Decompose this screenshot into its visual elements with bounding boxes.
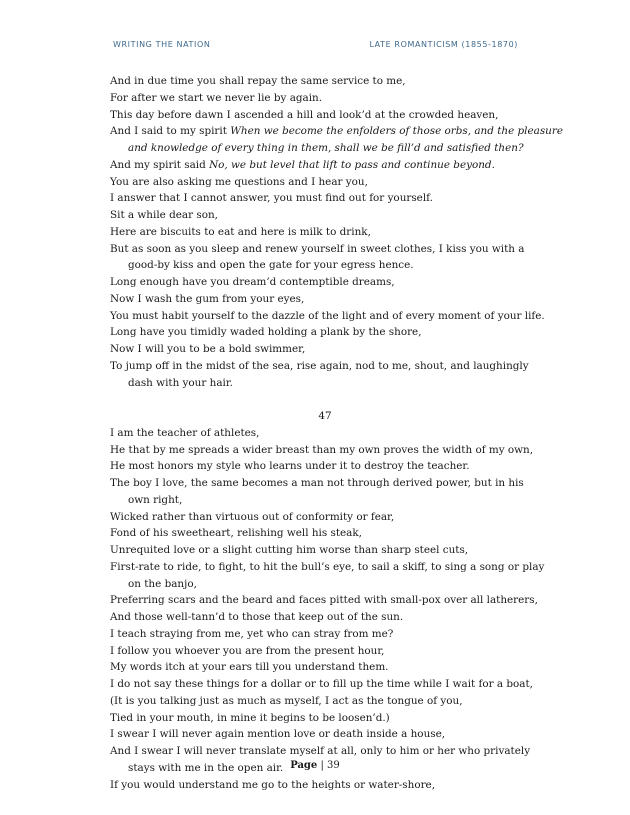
poem-line: Here are biscuits to eat and here is milk to drink, [110, 225, 371, 238]
poem-line-continuation: own right, [128, 493, 183, 506]
poem-line-continuation: on the banjo, [128, 577, 197, 590]
poem-line: You are also asking me questions and I hear you, [110, 175, 368, 188]
poem-line: (It is you talking just as much as myself, I act as the tongue of you, [110, 694, 463, 707]
poem-line: I do not say these things for a dollar or to fill up the time while I wait for a boat, [110, 678, 533, 690]
poem-line: Preferring scars and the beard and faces pitted with small-pox over all latherers, [110, 594, 538, 607]
page-number: 39 [327, 760, 340, 771]
poem-line: I teach straying from me, yet who can stray from me? [110, 627, 394, 640]
page-footer [0, 760, 630, 771]
poem-line-continuation: good-by kiss and open the gate for your egress hence. [128, 259, 414, 272]
header-left: WRITING THE NATION [113, 40, 211, 49]
poem-line-continuation: dash with your hair. [128, 376, 233, 389]
poem-line: Unrequited love or a slight cutting him worse than sharp steel cuts, [110, 544, 469, 556]
poem-line: I swear I will never again mention love or death inside a house, [110, 728, 446, 741]
poem-line: He that by me spreads a wider breast than my own proves the width of my own, [110, 443, 534, 456]
italic-quote: and knowledge of every thing in them, shall we be fill’d and satisfied then? [128, 142, 524, 154]
poem-line: Now I wash the gum from your eyes, [110, 292, 305, 305]
poem-line: Long enough have you dream’d contemptible dreams, [110, 276, 395, 288]
poem-line: Wicked rather than virtuous out of conformity or fear, [110, 510, 395, 523]
poem-line: My words itch at your ears till you understand them. [110, 661, 389, 674]
line-text: And my spirit said [110, 158, 210, 171]
poem-line: For after we start we never lie by again. [110, 91, 323, 104]
poem-line: Now I will you to be a bold swimmer, [110, 343, 306, 355]
poem-line: But as soon as you sleep and renew yourself in sweet clothes, I kiss you with a [110, 242, 525, 255]
poem-line: If you would understand me go to the heights or water-shore, [110, 778, 435, 791]
poem-line: Long have you timidly waded holding a plank by the shore, [110, 326, 422, 339]
poem-line: And in due time you shall repay the same service to me, [110, 75, 406, 87]
poem-line: I am the teacher of athletes, [110, 426, 260, 439]
poem-line: Tied in your mouth, in mine it begins to be loosen’d.) [110, 711, 390, 724]
poem-line: To jump off in the midst of the sea, rise again, nod to me, shout, and laughingly [110, 359, 529, 372]
italic-quote: No, we but level that lift to pass and continue beyond. [209, 158, 495, 171]
poem-line: I answer that I cannot answer, you must find out for yourself. [110, 192, 433, 205]
stanza-gap [110, 391, 530, 408]
italic-quote: When we become the enfolders of those orbs, and the pleasure [230, 125, 563, 138]
poem-line: He most honors my style who learns under it to destroy the teacher. [110, 460, 470, 473]
page-label: Page [290, 760, 318, 771]
poem-line: And those well-tann’d to those that keep out of the sun. [110, 611, 404, 623]
poem-line: The boy I love, the same becomes a man not through derived power, but in his [110, 477, 524, 489]
poem-line: You must habit yourself to the dazzle of the light and of every moment of your life. [110, 309, 545, 322]
page-separator: | [320, 760, 324, 771]
poem-line: This day before dawn I ascended a hill and look’d at the crowded heaven, [110, 108, 499, 121]
header-right: LATE ROMANTICISM (1855-1870) [369, 40, 518, 49]
line-text: And I said to my spirit [110, 125, 231, 138]
section-number: 47 [318, 410, 332, 422]
poem-body [110, 73, 563, 793]
poem-line [110, 157, 530, 174]
poem-line-continuation [110, 140, 530, 157]
running-header [113, 40, 518, 49]
poem-line: First-rate to ride, to fight, to hit the bull’s eye, to sail a skiff, to sing a song or play [110, 560, 545, 573]
poem-line: Sit a while dear son, [110, 209, 218, 221]
poem-line [110, 123, 563, 140]
poem-line: I follow you whoever you are from the present hour, [110, 644, 385, 657]
poem-line-continuation: stays with me in the open air. [128, 761, 284, 774]
poem-line: Fond of his sweetheart, relishing well his steak, [110, 527, 362, 540]
poem-line: And I swear I will never translate myself at all, only to him or her who privately [110, 745, 531, 757]
